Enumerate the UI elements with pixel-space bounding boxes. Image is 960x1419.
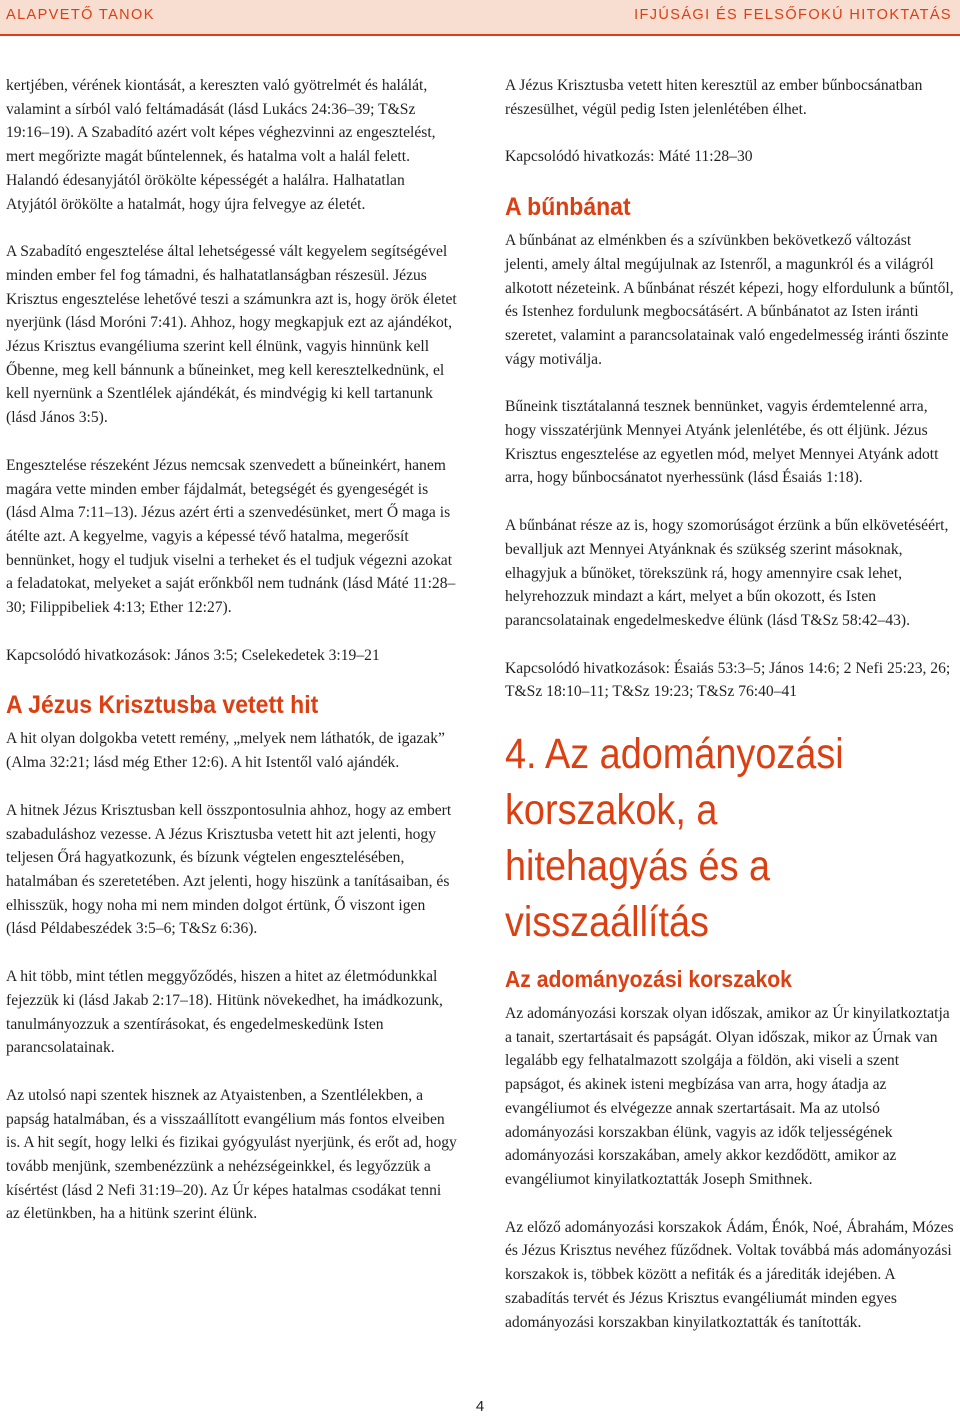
heading-faith: A Jézus Krisztusba vetett hit: [6, 691, 319, 720]
related-references: Kapcsolódó hivatkozások: Ésaiás 53:3–5; János 14:6; 2 Nefi 25:23, 26; T&Sz 18:10–11; T&Sz 19:23; T&Sz 76:40–41: [505, 659, 951, 701]
section-title: 4. Az adományozási korszakok, a hitehagyás és a visszaállítás: [505, 730, 844, 947]
header-section-left: ALAPVETŐ TANOK: [6, 7, 155, 23]
body-paragraph: A hit olyan dolgokba vetett remény, „melyek nem láthatók, de igazak” (Alma 32:21; lásd még Ether 12:6). A hit Istentől való ajándék.: [6, 730, 445, 772]
body-paragraph: A hit több, mint tétlen meggyőződés, hiszen a hitet az életmódunkkal fejezzük ki (lásd Jakab 2:17–18). Hitünk növekedhet, ha imádkozunk, tanulmányozzuk a szentírásokat, és engedelmeskedünk Isten parancsolatainak.: [6, 968, 443, 1057]
body-paragraph: Az utolsó napi szentek hisznek az Atyaistenben, a Szentlélekben, a papság hatalmában, és a visszaállított evangélium más fontos elveiben is. A hit segít, hogy lelki és fizikai gyógyulást nyerjünk, és erőt ad, hogy tovább menjünk, szembenézzünk a nehézségeinkkel, és legyőzzük a kísértést (lásd 2 Nefi 31:19–20). Az Úr képes hatalmas csodákat tenni az életünkben, ha a hitünk szerint élünk.: [6, 1086, 457, 1223]
header-divider: [0, 34, 960, 36]
heading-repentance: A bűnbánat: [505, 193, 631, 222]
page-number: 4: [475, 1398, 485, 1415]
body-paragraph: A Jézus Krisztusba vetett hiten keresztül az ember bűnbocsánatban részesülhet, végül pedig Isten jelenlétében élhet.: [505, 77, 923, 118]
left-column: [6, 74, 458, 1250]
body-paragraph: A hitnek Jézus Krisztusban kell összpontosulnia ahhoz, hogy az embert szabaduláshoz vezesse. A Jézus Krisztusba vetett hit azt jelenti, hogy teljesen Őrá hagyatkozunk, és bízunk végtelen engesztelésében, hatalmában és szeretetében. Azt jelenti, hogy hiszünk a tanításaiban, és elhisszük, hogy noha mi nem minden dolgot értünk, Ő viszont igen (lásd Példabeszédek 3:5–6; T&Sz 6:36).: [6, 801, 452, 938]
right-column: [505, 74, 957, 1358]
body-paragraph: Az adományozási korszak olyan időszak, amikor az Úr kinyilatkoztatja a tanait, szertartásait és papságát. Olyan időszak, mikor az Úrnak van legalább egy felhatalmazott szolgája a földön, aki viseli a szent papságot, és akinek isteni megbízása van arra, hogy átadja az evangéliumot és elvégezze annak szertartásait. Ma az utolsó adományozási korszakban élünk, vagyis az idők teljességének adományozási korszakában, amely akkor kezdődött, amikor az evangéliumot kinyilatkoztatták Joseph Smithnek.: [505, 1005, 950, 1188]
related-references: Kapcsolódó hivatkozások: János 3:5; Cselekedetek 3:19–21: [6, 646, 380, 664]
body-paragraph: Bűneink tisztátalanná tesznek bennünket, vagyis érdemtelenné arra, hogy visszatérjünk Mennyei Atyánk jelenlétébe, és ott éljünk. Jézus Krisztus engesztelése az egyetlen mód, melyet Mennyei Atyánk adott arra, hogy bűnbocsánatot nyerhessünk (lásd Ésaiás 1:18).: [505, 398, 939, 487]
body-paragraph: kertjében, vérének kiontását, a kereszten való gyötrelmét és halálát, valamint a sírból való feltámadását (lásd Lukács 24:36–39; T&Sz 19:16–19). A Szabadító azért volt képes véghezvinni az engesztelést, mert megőrizte magát bűntelennek, és hatalma volt a halál felett. Halandó édesanyjától örökölte képességét a halálra. Halhatatlan Atyjától örökölte a hatalmát, hogy újra felvegye az életét.: [6, 77, 436, 213]
body-paragraph: A bűnbánat része az is, hogy szomorúságot érzünk a bűn elkövetéséért, bevalljuk azt Mennyei Atyánknak és szükség szerint másoknak, elhagyjuk a bűnöket, törekszünk rá, hogy amennyire csak lehet, helyrehozzuk mindazt a kárt, melyet a bűn okozott, és Isten parancsolatainak engedelmeskedve élünk (lásd T&Sz 58:42–43).: [505, 517, 949, 629]
body-paragraph: Engesztelése részeként Jézus nemcsak szenvedett a bűneinkért, hanem magára vette minden ember fájdalmát, betegségét és gyengeségét is (lásd Alma 7:11–13). Jézus azért érti a szenvedésünket, mert Ő maga is átélte azt. A kegyelme, vagyis a képessé tévő hatalma, megerősít bennünket, hogy el tudjuk viselni a terheket és el tudjuk végezni azokat a feladatokat, melyeket a saját erőnkből nem tudnánk (lásd Máté 11:28–30; Filippibeliek 4:13; Ether 12:27).: [6, 456, 456, 617]
body-paragraph: A Szabadító engesztelése által lehetségessé vált kegyelem segítségével minden ember fel fog támadni, és halhatatlanságban részesül. Jézus Krisztus engesztelése lehetővé teszi a számunkra azt is, hogy örök életet nyerjünk (lásd Moróni 7:41). Ahhoz, hogy megkapjuk ezt az ajándékot, Jézus Krisztus evangéliuma szerint kell élnünk, vagyis hinnünk kell Őbenne, meg kell bánnunk a bűneinket, meg kell keresztelkednünk, el kell nyernünk a Szentlélek ajándékát, és mindvégig ki kell tartanunk (lásd János 3:5).: [6, 243, 457, 427]
header-section-right: IFJÚSÁGI ÉS FELSŐFOKÚ HITOKTATÁS: [634, 7, 952, 23]
running-header: [0, 0, 960, 34]
subheading-dispensations: Az adományozási korszakok: [505, 966, 792, 993]
related-reference: Kapcsolódó hivatkozás: Máté 11:28–30: [505, 148, 753, 166]
body-paragraph: Az előző adományozási korszakok Ádám, Énók, Noé, Ábrahám, Mózes és Jézus Krisztus nevéhez fűződnek. Voltak továbbá más adományozási korszakok is, többek között a nefiták és a járediták idejében. A szabadítás tervét és Jézus Krisztus evangéliumát minden egyes adományozási korszakban kinyilatkoztatták és tanították.: [505, 1218, 954, 1331]
body-paragraph: A bűnbánat az elménkben és a szívünkben bekövetkező változást jelenti, amely által megújulnak az Istenről, a magunkról és a világról alkotott nézeteink. A bűnbánat részét képezi, hogy elfordulunk a bűntől, és Istenhez fordulunk megbocsátásért. A bűnbánatot az Isten iránti szeretet, valamint a parancsolatainak való engedelmesség iránti őszinte vágy motiválja.: [505, 232, 954, 368]
